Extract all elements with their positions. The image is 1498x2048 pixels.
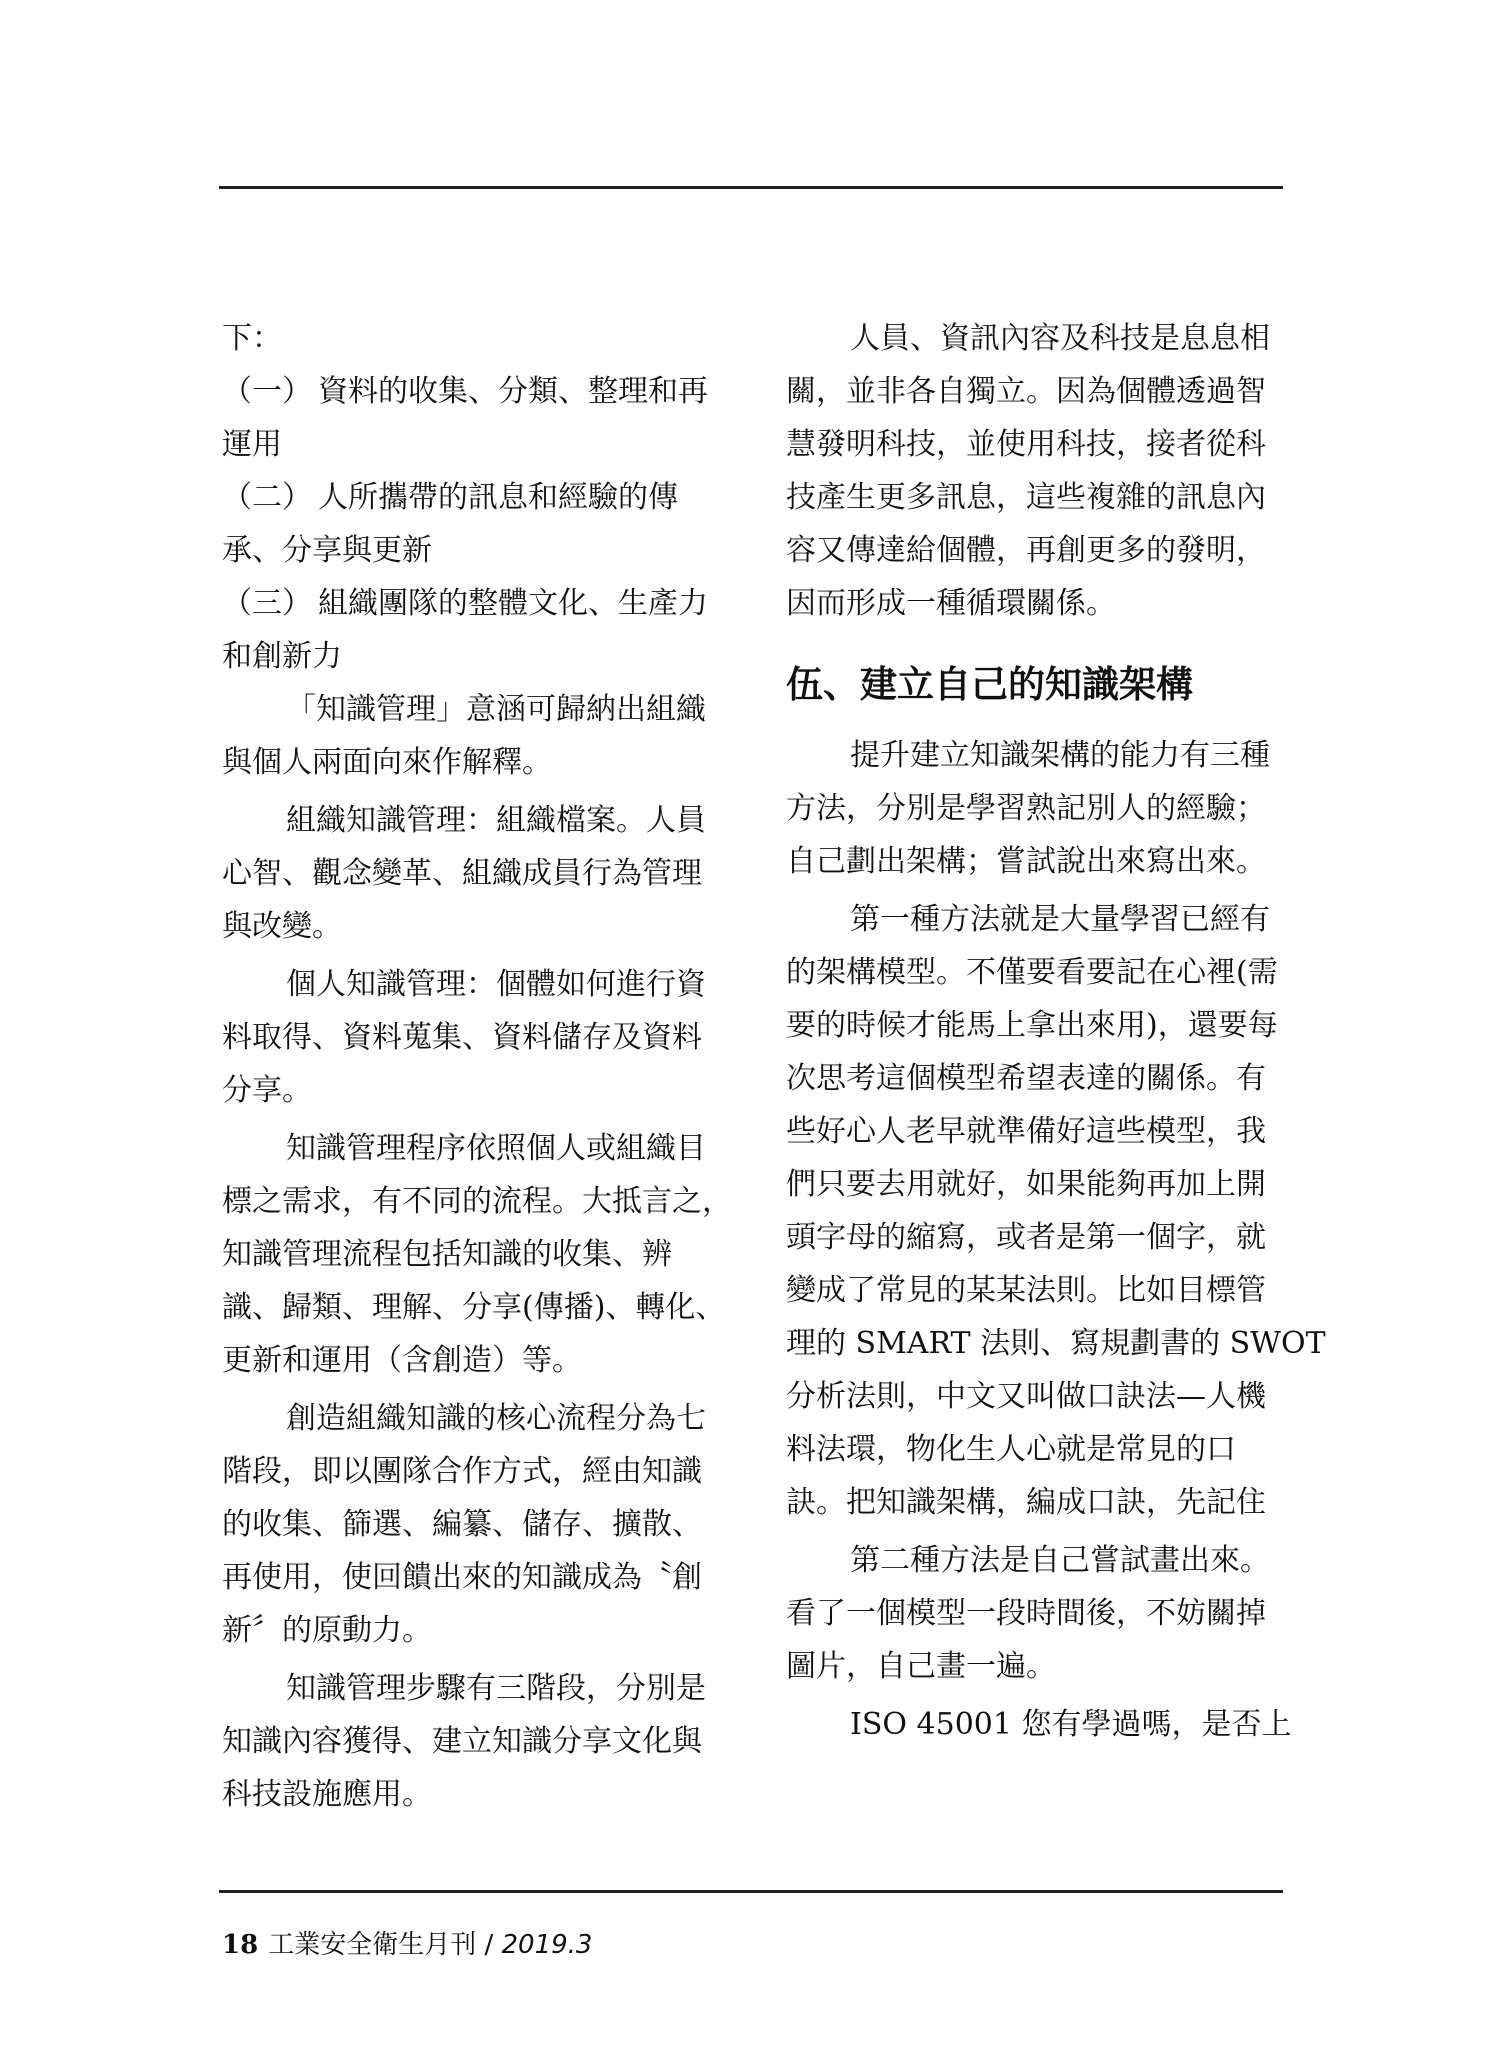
- text-line: 創造組織知識的核心流程分為七: [286, 1401, 706, 1436]
- paragraph: [786, 1698, 1292, 1751]
- page-number: 18: [222, 1930, 259, 1960]
- text-line: 些好心人老早就準備好這些模型，我: [786, 1114, 1266, 1149]
- text-line: 的架構模型。不僅要看要記在心裡(需: [786, 955, 1278, 990]
- intro-text: 下：: [222, 321, 282, 356]
- text-line: 科技設施應用。: [222, 1777, 432, 1812]
- text-line: 分析法則，中文又叫做口訣法—人機: [786, 1379, 1266, 1414]
- text-line: 關，並非各自獨立。因為個體透過智: [786, 374, 1266, 409]
- text-line: 第一種方法就是大量學習已經有: [850, 902, 1270, 937]
- list-item-continuation: 和創新力: [222, 639, 342, 674]
- text-line: 頭字母的縮寫，或者是第一個字，就: [786, 1220, 1266, 1255]
- list-item: [222, 577, 718, 630]
- list-item-continuation: 承、分享與更新: [222, 533, 432, 568]
- text-line: 「知識管理」意涵可歸納出組織: [286, 692, 706, 727]
- list-item-continuation: 運用: [222, 427, 282, 462]
- text-line: 要的時候才能馬上拿出來用)，還要每: [786, 1008, 1278, 1043]
- text-line: 料法環，物化生人心就是常見的口: [786, 1432, 1236, 1467]
- text-line: 提升建立知識架構的能力有三種: [850, 738, 1270, 773]
- paragraph: [222, 794, 718, 953]
- text-line: 技產生更多訊息，這些複雜的訊息內: [786, 480, 1266, 515]
- list-item: [222, 365, 718, 418]
- text-line: 識、歸類、理解、分享(傳播)、轉化、: [222, 1290, 726, 1325]
- text-line: 更新和運用（含創造）等。: [222, 1343, 582, 1378]
- page-footer: [222, 1924, 592, 1961]
- list-item-number: （一）: [222, 374, 312, 409]
- text-line: 分享。: [222, 1073, 312, 1108]
- text-line: 們只要去用就好，如果能夠再加上開: [786, 1167, 1266, 1202]
- list-item-text: 資料的收集、分類、整理和再: [318, 374, 708, 409]
- text-line: 的收集、篩選、編纂、儲存、擴散、: [222, 1507, 702, 1542]
- text-line: 變成了常見的某某法則。比如目標管: [786, 1273, 1266, 1308]
- text-line: 再使用，使回饋出來的知識成為〝創: [222, 1560, 702, 1595]
- text-line: 看了一個模型一段時間後，不妨關掉: [786, 1596, 1266, 1631]
- section-heading: 伍、建立自己的知識架構: [786, 663, 1193, 706]
- text-line: 人員、資訊內容及科技是息息相: [850, 321, 1270, 356]
- list-item-number: （二）: [222, 480, 312, 515]
- left-column: [222, 312, 732, 1826]
- text-line: 圖片，自己畫一遍。: [786, 1649, 1056, 1684]
- paragraph: [222, 683, 718, 789]
- text-line: 方法，分別是學習熟記別人的經驗；: [786, 791, 1266, 826]
- text-line: 階段，即以團隊合作方式，經由知識: [222, 1454, 702, 1489]
- paragraph: [222, 1122, 732, 1387]
- text-line: 新〞的原動力。: [222, 1613, 432, 1648]
- issue-date: 2019.3: [501, 1930, 593, 1960]
- list-item-number: （三）: [222, 586, 312, 621]
- paragraph: [786, 312, 1282, 630]
- text-line: 知識內容獲得、建立知識分享文化與: [222, 1724, 702, 1759]
- right-column: [786, 312, 1326, 1756]
- text-line: 知識管理程序依照個人或組織目: [286, 1131, 706, 1166]
- text-line: 個人知識管理：個體如何進行資: [286, 967, 706, 1002]
- text-line: 次思考這個模型希望表達的關係。有: [786, 1061, 1266, 1096]
- text-line: 第二種方法是自己嘗試畫出來。: [850, 1543, 1270, 1578]
- paragraph: [222, 958, 718, 1117]
- text-line: 慧發明科技，並使用科技，接者從科: [786, 427, 1266, 462]
- paragraph: [222, 1392, 718, 1657]
- paragraph: [786, 729, 1282, 888]
- text-line: 組織知識管理：組織檔案。人員: [286, 803, 706, 838]
- paragraph: [786, 893, 1326, 1529]
- text-line: ISO 45001 您有學過嗎，是否上: [850, 1707, 1292, 1742]
- text-line: 容又傳達給個體，再創更多的發明，: [786, 533, 1266, 568]
- text-line: 自己劃出架構；嘗試說出來寫出來。: [786, 844, 1266, 879]
- header-rule: [219, 186, 1283, 189]
- paragraph: [222, 1662, 718, 1821]
- text-line: 心智、觀念變革、組織成員行為管理: [222, 856, 702, 891]
- text-line: 料取得、資料蒐集、資料儲存及資料: [222, 1020, 702, 1055]
- list-item-text: 組織團隊的整體文化、生產力: [318, 586, 708, 621]
- numbered-list: [222, 365, 718, 683]
- text-line: 理的 SMART 法則、寫規劃書的 SWOT: [786, 1326, 1326, 1361]
- text-line: 知識管理步驟有三階段，分別是: [286, 1671, 706, 1706]
- text-line: 與個人兩面向來作解釋。: [222, 745, 552, 780]
- text-line: 與改變。: [222, 909, 342, 944]
- footer-rule: [219, 1890, 1283, 1893]
- list-item: [222, 471, 718, 524]
- text-line: 知識管理流程包括知識的收集、辨: [222, 1237, 672, 1272]
- paragraph: [786, 1534, 1282, 1693]
- text-line: 訣。把知識架構，編成口訣，先記住: [786, 1485, 1266, 1520]
- text-line: 標之需求，有不同的流程。大抵言之，: [222, 1184, 732, 1219]
- list-item-text: 人所攜帶的訊息和經驗的傳: [318, 480, 678, 515]
- journal-name: 工業安全衛生月刊 /: [268, 1930, 502, 1960]
- text-line: 因而形成一種循環關係。: [786, 586, 1116, 621]
